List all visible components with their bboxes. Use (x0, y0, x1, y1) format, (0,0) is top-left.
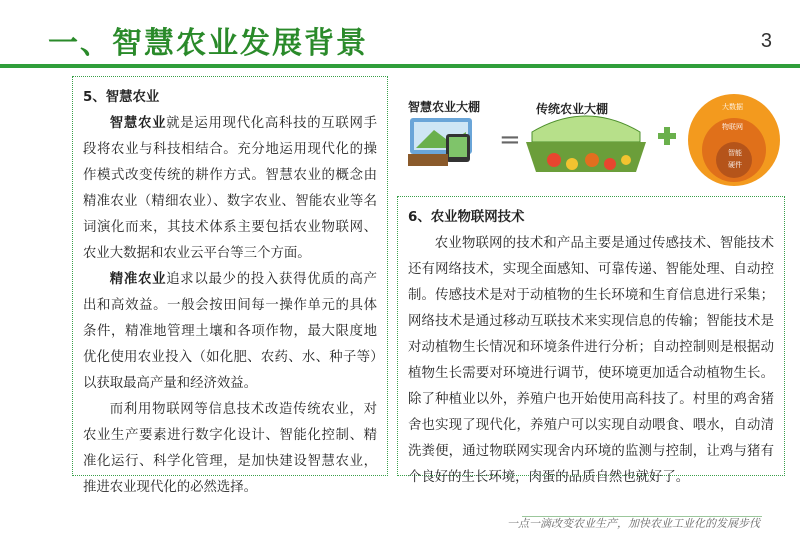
paragraph-text: 就是运用现代化高科技的互联网手段将农业与科技相结合。充分地运用现代化的操作模式改变传统的耕作方式。智慧农业的概念由精准农业（精细农业）、数字农业、智能农业等名词演化而来，其技术体系主要包括农业物联网、农业大数据和农业云平台等三个方面。 (83, 116, 378, 261)
greenhouse-illustration (404, 90, 784, 190)
circle-label-iot: 物联网 (722, 123, 743, 131)
smart-agriculture-section (72, 76, 388, 495)
circle-label-hardware: 硬件 (728, 161, 742, 169)
term-precision-agriculture: 精准农业 (109, 272, 167, 287)
paragraph-precision-agriculture (83, 267, 377, 397)
header-rule (0, 64, 800, 68)
section-heading-agri-iot: 6、农业物联网技术 (408, 210, 525, 225)
circle-label-smart: 智能 (728, 149, 742, 157)
section-heading-smart-agriculture: 5、智慧农业 (83, 90, 160, 105)
footer-slogan: 一点一滴改变农业生产，加快农业工业化的发展步伐 (507, 517, 760, 530)
term-smart-agriculture: 智慧农业 (109, 116, 167, 131)
circle-label-big-data: 大数据 (722, 103, 743, 111)
paragraph-agri-iot: 农业物联网的技术和产品主要是通过传感技术、智能技术还有网络技术，实现全面感知、可靠传递、智能处理、自动控制。传感技术是对于动植物的生长环境和生育信息进行采集；网络技术是通过移动互联技术来实现信息的传输；智能技术是对动植物生长情况和环境条件进行分析；自动控制则是根据动植物生长需要对环境进行调节，使环境更加适合动植物生长。除了种植业以外，养殖户也开始使用高科技了。村里的鸡舍猪舍也实现了现代化，养殖户可以实现自动喂食、喂水，自动清洗粪便，通过物联网实现舍内环境的监测与控制，让鸡与猪有个良好的生长环境，肉蛋的品质自然也就好了。 (408, 236, 774, 485)
agri-iot-section (397, 196, 785, 485)
page-title: 一、智慧农业发展背景 (48, 26, 368, 61)
paragraph-smart-agriculture (83, 111, 377, 267)
label-traditional-greenhouse: 传统农业大棚 (536, 102, 609, 116)
paragraph-text: 追求以最少的投入获得优质的高产出和高效益。一般会按田间每一操作单元的具体条件，精准地管理土壤和各项作物，最大限度地优化使用农业投入（如化肥、农药、水、种子等）以获取最高产量和经济效益。 (83, 272, 378, 391)
page-number: 3 (760, 30, 772, 52)
paragraph-iot-transformation: 而利用物联网等信息技术改造传统农业，对农业生产要素进行数字化设计、智能化控制、精准化运行、科学化管理，是加快建设智慧农业，推进农业现代化的必然选择。 (83, 402, 377, 495)
label-smart-greenhouse: 智慧农业大棚 (408, 100, 481, 114)
equals-sign: = (499, 125, 521, 155)
